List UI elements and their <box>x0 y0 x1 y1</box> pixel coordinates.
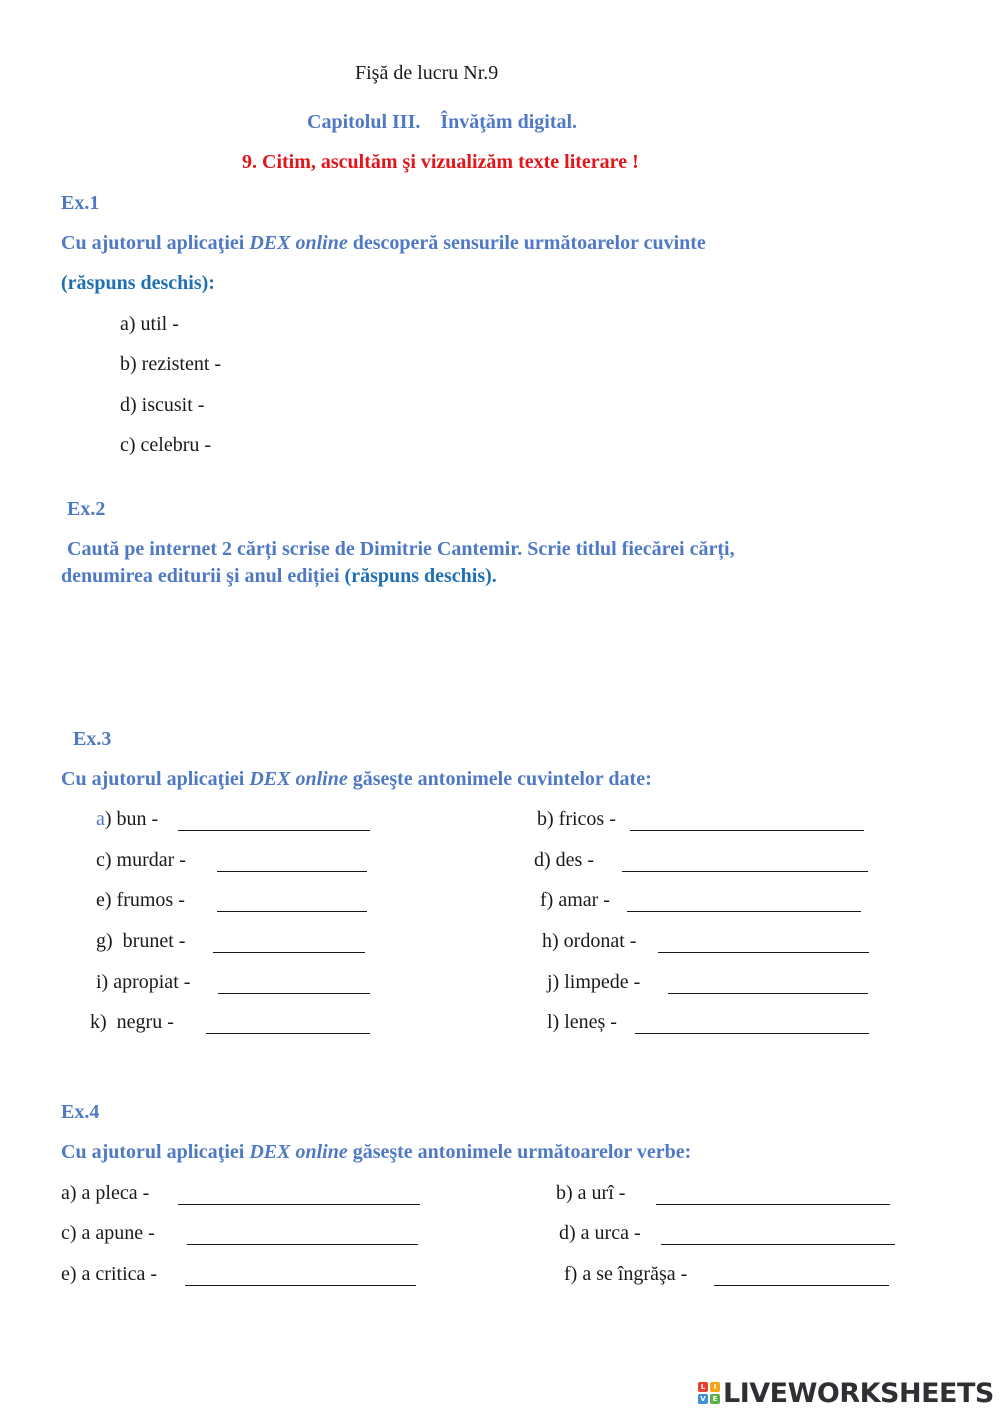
answer-blank[interactable] <box>218 979 370 994</box>
ex2-label: Ex.2 <box>67 498 106 520</box>
ex3-left-item: k) negru - <box>90 1011 174 1033</box>
ex1-item: b) rezistent - <box>120 353 222 375</box>
ex1-note: (răspuns deschis): <box>61 272 215 294</box>
ex3-right-item: h) ordonat - <box>542 930 637 952</box>
answer-blank[interactable] <box>668 979 868 994</box>
liveworksheets-logo-icon: L I V E <box>698 1382 720 1404</box>
chapter-title: Capitolul III. Învăţăm digital. <box>307 111 578 133</box>
ex3-left-item: c) murdar - <box>96 849 186 871</box>
ex4-right-item: b) a urî - <box>556 1182 626 1204</box>
answer-blank[interactable] <box>714 1271 889 1286</box>
ex1-instr-end: descoperă sensurile următoarelor cuvinte <box>347 232 706 254</box>
liveworksheets-logo <box>698 1378 994 1408</box>
ex4-left-item: c) a apune - <box>61 1222 155 1244</box>
ex4-right-item: f) a se îngrăşa - <box>564 1263 688 1285</box>
ex3-right-item: d) des - <box>534 849 594 871</box>
ex3-right-item: b) fricos - <box>537 808 616 830</box>
answer-blank[interactable] <box>178 816 370 831</box>
ex3-label: Ex.3 <box>73 728 112 750</box>
answer-blank[interactable] <box>217 857 367 872</box>
ex1-instruction <box>61 232 706 255</box>
answer-blank[interactable] <box>206 1019 370 1034</box>
answer-blank[interactable] <box>178 1190 420 1205</box>
ex2-line2 <box>61 565 497 588</box>
ex3-instr-start: Cu ajutorul aplicaţiei <box>61 768 250 790</box>
ex1-app-name: DEX online <box>249 232 348 254</box>
ex4-right-item: d) a urca - <box>559 1222 641 1244</box>
ex3-left-item: e) frumos - <box>96 889 185 911</box>
ex4-instr-end: găseşte antonimele următoarelor verbe: <box>347 1141 692 1163</box>
lesson-title: 9. Citim, ascultăm şi vizualizăm texte literare ! <box>242 151 639 173</box>
answer-blank[interactable] <box>187 1230 418 1245</box>
ex4-instruction <box>61 1141 691 1164</box>
ex1-item: d) iscusit - <box>120 394 205 416</box>
ex1-label: Ex.1 <box>61 192 100 214</box>
answer-blank[interactable] <box>656 1190 890 1205</box>
ex3-first-letter: a <box>96 808 105 830</box>
ex2-note: (răspuns deschis). <box>344 565 497 587</box>
ex3-right-item: l) leneș - <box>547 1011 617 1033</box>
sheet-title: Fişă de lucru Nr.9 <box>355 62 499 84</box>
ex4-app-name: DEX online <box>249 1141 348 1163</box>
ex3-left-item: g) brunet - <box>96 930 186 952</box>
ex1-item: c) celebru - <box>120 434 212 456</box>
ex4-label: Ex.4 <box>61 1101 100 1123</box>
answer-blank[interactable] <box>627 897 861 912</box>
ex2-line1: Caută pe internet 2 cărți scrise de Dimitrie Cantemir. Scrie titlul fiecărei cărți, <box>67 538 735 560</box>
answer-blank[interactable] <box>630 816 864 831</box>
answer-blank[interactable] <box>622 857 868 872</box>
answer-blank[interactable] <box>213 938 365 953</box>
ex1-instr-start: Cu ajutorul aplicaţiei <box>61 232 250 254</box>
ex4-left-item: e) a critica - <box>61 1263 158 1285</box>
ex3-instr-end: găseşte antonimele cuvintelor date: <box>347 768 652 790</box>
ex3-right-item: f) amar - <box>540 889 610 911</box>
liveworksheets-logo-text: LIVEWORKSHEETS <box>723 1377 994 1409</box>
answer-blank[interactable] <box>635 1019 869 1034</box>
ex4-instr-start: Cu ajutorul aplicaţiei <box>61 1141 250 1163</box>
answer-blank[interactable] <box>185 1271 416 1286</box>
ex2-line2-text: denumirea editurii şi anul ediției <box>61 565 345 587</box>
answer-blank[interactable] <box>217 897 367 912</box>
ex4-left-item: a) a pleca - <box>61 1182 150 1204</box>
answer-blank[interactable] <box>658 938 869 953</box>
answer-blank[interactable] <box>661 1230 895 1245</box>
ex1-item: a) util - <box>120 313 179 335</box>
ex3-left-item <box>96 808 158 831</box>
ex3-first-rest: ) bun - <box>104 808 159 830</box>
ex3-instruction <box>61 768 652 791</box>
ex3-right-item: j) limpede - <box>547 971 641 993</box>
ex3-app-name: DEX online <box>249 768 348 790</box>
ex3-left-item: i) apropiat - <box>96 971 191 993</box>
